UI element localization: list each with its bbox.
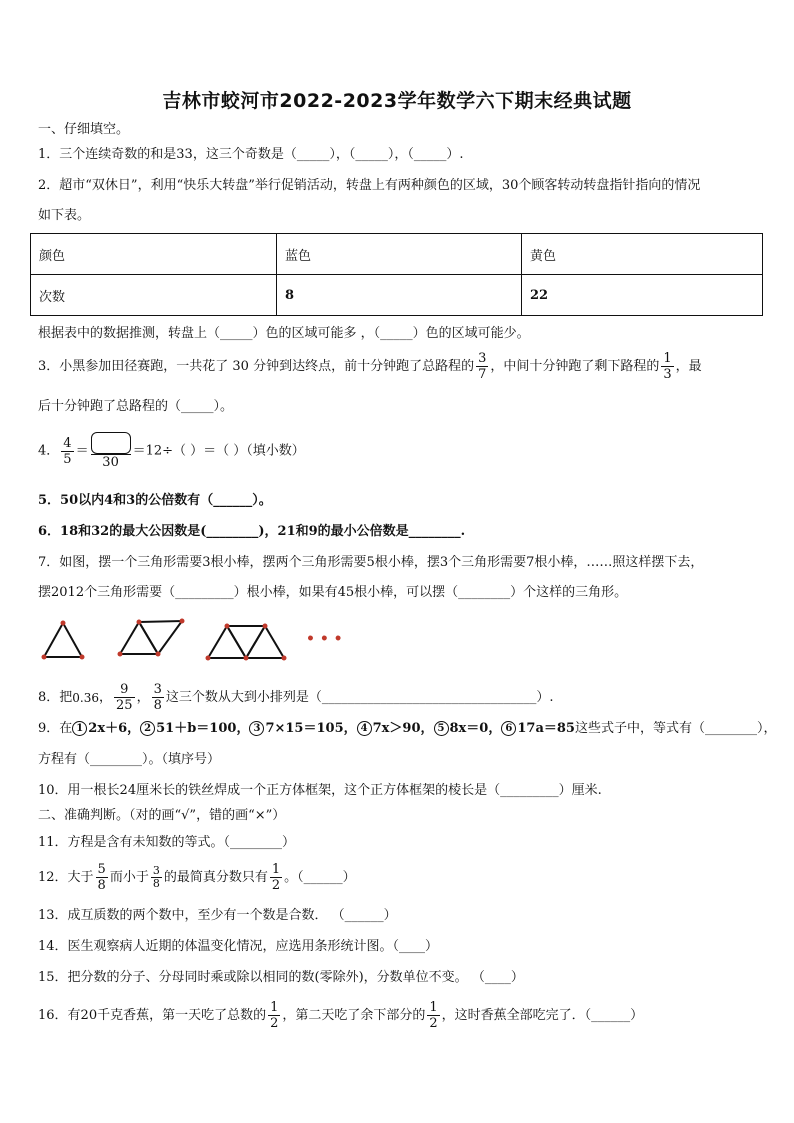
question-14: 14．医生观察病人近期的体温变化情况，应选用条形统计图。（____） <box>38 939 439 954</box>
triangle-shape <box>246 626 284 658</box>
question-text: ，这时香蕉全部吃完了．（______） <box>441 1008 644 1023</box>
repeating-decimal <box>72 689 99 707</box>
fraction <box>427 1000 439 1031</box>
fraction <box>270 862 282 893</box>
triangle-shape <box>44 623 82 657</box>
table-row <box>31 275 763 316</box>
triangle-shape <box>120 622 158 654</box>
question-11: 11．方程是含有未知数的等式。（________） <box>38 835 296 850</box>
continuation-dots: • • • <box>306 631 343 647</box>
question-9-line-2: 方程有（________）。（填序号） <box>38 752 221 767</box>
table-cell: 22 <box>522 275 763 316</box>
question-text: ，中间十分钟跑了剩下路程的 <box>490 359 660 374</box>
question-text: 的最简真分数只有 <box>163 870 268 885</box>
question-2-followup: 根据表中的数据推测，转盘上（_____）色的区域可能多 ，（_____）色的区域可能少。 <box>38 326 530 341</box>
table-cell: 次数 <box>31 275 277 316</box>
fraction <box>476 351 488 382</box>
equation-item: 51＋b＝100， <box>156 721 250 736</box>
question-6: 6．18和32的最大公因数是(________)，21和9的最小公倍数是________. <box>38 524 466 539</box>
fraction-denominator: 2 <box>429 1016 438 1031</box>
color-count-table <box>30 233 763 316</box>
triangle-shape <box>139 621 182 654</box>
table-cell: 8 <box>277 275 522 316</box>
page-title: 吉林市蛟河市2022-2023学年数学六下期末经典试题 <box>162 90 632 112</box>
fraction-denominator: 3 <box>663 367 672 382</box>
fraction-denominator: 7 <box>478 367 487 382</box>
question-2-line-1: 2．超市“双休日”，利用“快乐大转盘”举行促销活动，转盘上有两种颜色的区域，30个顾客转动转盘指针指向的情况 <box>38 178 701 193</box>
question-7-line-2: 摆2012个三角形需要（_________）根小棒，如果有45根小棒，可以摆（________）个这样的三角形。 <box>38 585 628 600</box>
question-9-line-1 <box>38 720 776 738</box>
fraction <box>661 351 673 382</box>
fraction-denominator: 25 <box>116 698 133 713</box>
fraction-numerator: 5 <box>97 862 106 877</box>
question-4 <box>38 432 305 470</box>
fraction <box>96 862 108 893</box>
fraction-denominator: 8 <box>97 878 106 893</box>
circled-number: 4 <box>357 721 372 736</box>
question-5: 5．50以内4和3的公倍数有（______）。 <box>38 493 272 508</box>
table-header-cell: 颜色 <box>31 234 277 275</box>
fraction-numerator: 1 <box>429 1000 438 1015</box>
question-text: ＝12÷（ ）＝（ ）（填小数） <box>132 443 305 459</box>
circled-number: 6 <box>501 721 516 736</box>
fraction-numerator: 1 <box>663 351 672 366</box>
fraction-numerator: 9 <box>114 682 135 698</box>
question-13: 13．成互质数的两个数中，至少有一个数是合数． （______） <box>38 908 397 923</box>
question-text: 这三个数从大到小排列是（_________________________________）. <box>165 690 554 705</box>
fraction-numerator: 3 <box>478 351 487 366</box>
equation-item: 8x＝0， <box>449 721 502 736</box>
question-text: 3．小黑参加田径赛跑，一共花了 30 分钟到达终点，前十分钟跑了总路程的 <box>38 359 475 374</box>
fraction <box>151 865 162 890</box>
section-heading-1: 一、仔细填空。 <box>38 122 130 137</box>
question-16 <box>38 1000 643 1031</box>
equation-list <box>72 721 575 736</box>
equation-item: 7x＞90， <box>372 721 434 736</box>
fraction-numerator: 1 <box>270 1000 279 1015</box>
circled-number: 5 <box>434 721 449 736</box>
table-row <box>31 234 763 275</box>
equation-item: 17a＝85 <box>517 721 575 736</box>
fraction-numerator: 3 <box>152 864 160 877</box>
question-text: 12．大于 <box>38 870 94 885</box>
question-3-line-2: 后十分钟跑了总路程的（_____）。 <box>38 399 234 414</box>
equation-item: 7×15＝105， <box>265 721 357 736</box>
table-header-cell: 黄色 <box>522 234 763 275</box>
fraction-denominator: 2 <box>271 878 281 893</box>
question-text: 。（______） <box>284 870 356 885</box>
fraction <box>152 682 164 713</box>
fraction-denominator: 8 <box>152 877 160 890</box>
fraction-denominator: 2 <box>270 1016 279 1031</box>
question-text: ，第二天吃了余下部分的 <box>282 1008 426 1023</box>
question-text: 而小于 <box>109 870 149 885</box>
question-10: 10．用一根长24厘米长的铁丝焊成一个正方体框架，这个正方体框架的棱长是（_________）厘米. <box>38 783 602 798</box>
question-15: 15．把分数的分子、分母同时乘或除以相同的数(零除外)，分数单位不变。 （____） <box>38 970 524 985</box>
question-1: 1．三个连续奇数的和是33，这三个奇数是（_____），（_____），（_____）. <box>38 147 464 162</box>
section-heading-2: 二、准确判断。（对的画“√”，错的画“×”） <box>38 808 286 823</box>
question-text: 9．在 <box>38 721 73 736</box>
answer-blank-box <box>91 432 131 454</box>
fraction <box>61 436 73 467</box>
fraction-numerator: 3 <box>153 682 162 697</box>
question-3-line-1 <box>38 351 702 382</box>
question-text: ，最 <box>675 359 702 374</box>
fraction-denominator: 8 <box>153 698 162 713</box>
question-12 <box>38 862 356 893</box>
fraction-numerator: 4 <box>63 435 72 451</box>
decimal-value: 0.36 <box>72 690 99 705</box>
question-number: 4． <box>38 443 60 459</box>
fraction-blank <box>91 432 131 470</box>
circled-number: 2 <box>140 721 155 736</box>
circled-number: 3 <box>249 721 264 736</box>
table-header-cell: 蓝色 <box>277 234 522 275</box>
circled-number: 1 <box>72 721 87 736</box>
fraction-numerator: 1 <box>271 862 281 877</box>
fraction <box>114 682 135 713</box>
question-7-line-1: 7．如图，摆一个三角形需要3根小棒，摆两个三角形需要5根小棒，摆3个三角形需要7根小棒，……照这样摆下去， <box>38 555 704 570</box>
triangle-shape <box>208 626 246 658</box>
question-8: 8．把0.36， $\frac{9}{25}$ ， $\frac{3}{8}$ 这三个数从大到小排列是（_________________________________）. <box>38 682 554 713</box>
question-2-line-2: 如下表。 <box>38 208 91 223</box>
fraction-denominator: 5 <box>63 451 72 467</box>
question-text: 16．有20千克香蕉，第一天吃了总数的 <box>38 1008 267 1023</box>
question-text: 8．把 <box>38 690 73 705</box>
equals-sign: ＝ <box>75 443 89 459</box>
question-text: 这些式子中，等式有（________）， <box>574 721 777 736</box>
fraction <box>268 1000 280 1031</box>
triangle-shape <box>227 626 265 658</box>
fraction-denominator: 30 <box>102 455 119 470</box>
equation-item: 2x＋6， <box>88 721 141 736</box>
